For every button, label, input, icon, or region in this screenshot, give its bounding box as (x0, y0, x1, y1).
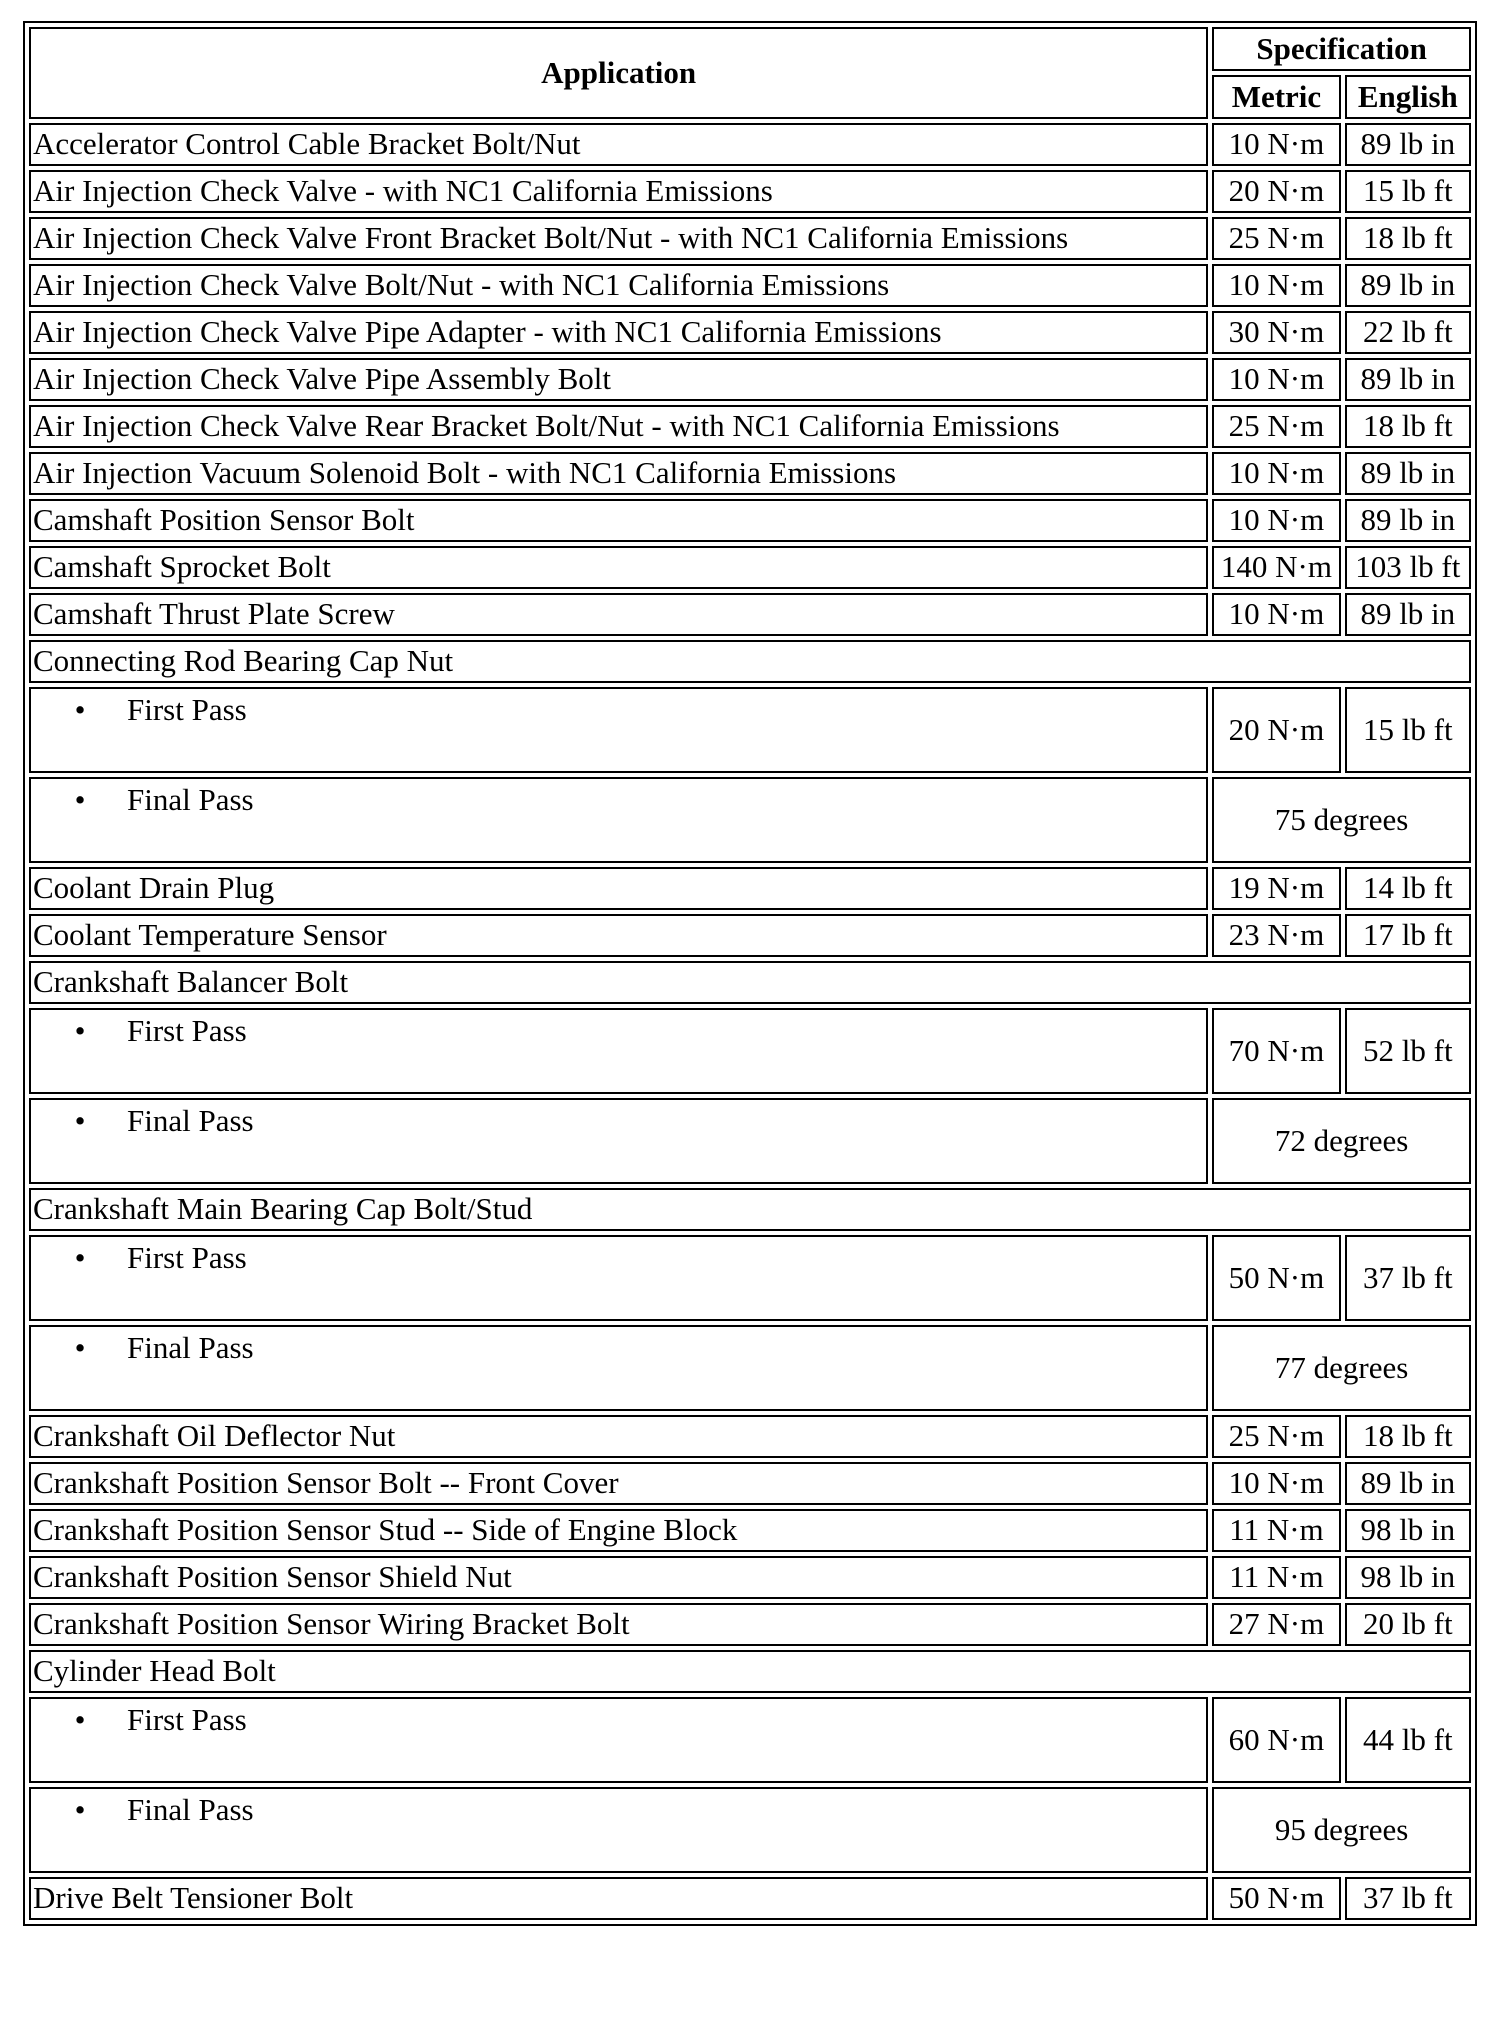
english-cell: 18 lb ft (1345, 217, 1471, 260)
pass-step-label: First Pass (127, 1013, 247, 1048)
pass-step-label: First Pass (127, 692, 247, 727)
bullet-icon: • (74, 1330, 86, 1365)
english-cell: 17 lb ft (1345, 914, 1471, 957)
metric-cell: 23 N·m (1212, 914, 1340, 957)
english-cell: 52 lb ft (1345, 1008, 1471, 1094)
table-row (29, 452, 1471, 495)
table-row (29, 687, 1471, 773)
english-cell: 20 lb ft (1345, 1603, 1471, 1646)
application-cell: Air Injection Check Valve - with NC1 California Emissions (29, 170, 1208, 213)
metric-cell: 11 N·m (1212, 1556, 1340, 1599)
english-cell: 89 lb in (1345, 1462, 1471, 1505)
metric-cell: 30 N·m (1212, 311, 1340, 354)
metric-cell: 20 N·m (1212, 170, 1340, 213)
metric-cell: 140 N·m (1212, 546, 1340, 589)
table-row (29, 961, 1471, 1004)
metric-cell: 25 N·m (1212, 1415, 1340, 1458)
english-header: English (1345, 75, 1471, 119)
english-cell: 22 lb ft (1345, 311, 1471, 354)
metric-cell: 10 N·m (1212, 1462, 1340, 1505)
pass-step-label: Final Pass (127, 1330, 254, 1365)
metric-cell: 10 N·m (1212, 264, 1340, 307)
metric-header: Metric (1212, 75, 1340, 119)
table-row (29, 546, 1471, 589)
metric-cell: 60 N·m (1212, 1697, 1340, 1783)
table-row (29, 914, 1471, 957)
english-cell: 37 lb ft (1345, 1235, 1471, 1321)
table-row (29, 1787, 1471, 1873)
metric-cell: 25 N·m (1212, 217, 1340, 260)
group-heading-cell: Crankshaft Main Bearing Cap Bolt/Stud (29, 1188, 1471, 1231)
table-row (29, 123, 1471, 166)
pass-step-cell (29, 1098, 1208, 1184)
angle-cell: 72 degrees (1212, 1098, 1471, 1184)
table-row (29, 1697, 1471, 1783)
table-row (29, 1008, 1471, 1094)
group-heading-cell: Crankshaft Balancer Bolt (29, 961, 1471, 1004)
pass-step-cell (29, 777, 1208, 863)
table-row (29, 405, 1471, 448)
table-row (29, 867, 1471, 910)
application-cell: Air Injection Check Valve Bolt/Nut - with NC1 California Emissions (29, 264, 1208, 307)
table-row (29, 311, 1471, 354)
table-row (29, 358, 1471, 401)
group-heading-cell: Cylinder Head Bolt (29, 1650, 1471, 1693)
english-cell: 14 lb ft (1345, 867, 1471, 910)
metric-cell: 50 N·m (1212, 1877, 1340, 1920)
specification-header: Specification (1212, 27, 1471, 71)
application-cell: Air Injection Check Valve Pipe Adapter - with NC1 California Emissions (29, 311, 1208, 354)
english-cell: 103 lb ft (1345, 546, 1471, 589)
pass-step-cell (29, 1697, 1208, 1783)
table-body (29, 123, 1471, 1920)
application-cell: Camshaft Position Sensor Bolt (29, 499, 1208, 542)
pass-step-cell (29, 1787, 1208, 1873)
table-row (29, 1235, 1471, 1321)
application-cell: Crankshaft Position Sensor Bolt -- Front Cover (29, 1462, 1208, 1505)
application-cell: Crankshaft Position Sensor Shield Nut (29, 1556, 1208, 1599)
metric-cell: 10 N·m (1212, 123, 1340, 166)
application-cell: Coolant Drain Plug (29, 867, 1208, 910)
application-cell: Crankshaft Oil Deflector Nut (29, 1415, 1208, 1458)
metric-cell: 10 N·m (1212, 358, 1340, 401)
application-cell: Air Injection Vacuum Solenoid Bolt - with NC1 California Emissions (29, 452, 1208, 495)
table-row (29, 264, 1471, 307)
table-row (29, 640, 1471, 683)
application-cell: Crankshaft Position Sensor Wiring Bracket Bolt (29, 1603, 1208, 1646)
table-row (29, 593, 1471, 636)
application-cell: Drive Belt Tensioner Bolt (29, 1877, 1208, 1920)
bullet-icon: • (74, 1240, 86, 1275)
english-cell: 18 lb ft (1345, 1415, 1471, 1458)
table-row (29, 170, 1471, 213)
metric-cell: 50 N·m (1212, 1235, 1340, 1321)
english-cell: 15 lb ft (1345, 687, 1471, 773)
table-row (29, 1325, 1471, 1411)
group-heading-cell: Connecting Rod Bearing Cap Nut (29, 640, 1471, 683)
english-cell: 15 lb ft (1345, 170, 1471, 213)
bullet-icon: • (74, 1103, 86, 1138)
english-cell: 89 lb in (1345, 499, 1471, 542)
bullet-icon: • (74, 782, 86, 817)
pass-step-cell (29, 687, 1208, 773)
table-row (29, 217, 1471, 260)
pass-step-cell (29, 1325, 1208, 1411)
metric-cell: 19 N·m (1212, 867, 1340, 910)
angle-cell: 75 degrees (1212, 777, 1471, 863)
bullet-icon: • (74, 1792, 86, 1827)
english-cell: 98 lb in (1345, 1556, 1471, 1599)
table-row (29, 499, 1471, 542)
application-cell: Air Injection Check Valve Pipe Assembly Bolt (29, 358, 1208, 401)
bullet-icon: • (74, 692, 86, 727)
table-row (29, 1462, 1471, 1505)
english-cell: 89 lb in (1345, 264, 1471, 307)
metric-cell: 20 N·m (1212, 687, 1340, 773)
table-row (29, 1188, 1471, 1231)
bullet-icon: • (74, 1013, 86, 1048)
table-row (29, 1650, 1471, 1693)
metric-cell: 10 N·m (1212, 452, 1340, 495)
table-row (29, 1098, 1471, 1184)
pass-step-label: First Pass (127, 1702, 247, 1737)
english-cell: 89 lb in (1345, 452, 1471, 495)
pass-step-label: Final Pass (127, 1103, 254, 1138)
bullet-icon: • (74, 1702, 86, 1737)
metric-cell: 27 N·m (1212, 1603, 1340, 1646)
application-header: Application (29, 27, 1208, 119)
metric-cell: 10 N·m (1212, 593, 1340, 636)
english-cell: 18 lb ft (1345, 405, 1471, 448)
pass-step-cell (29, 1008, 1208, 1094)
metric-cell: 70 N·m (1212, 1008, 1340, 1094)
table-row (29, 1509, 1471, 1552)
table-row (29, 1877, 1471, 1920)
table-row (29, 1556, 1471, 1599)
metric-cell: 10 N·m (1212, 499, 1340, 542)
application-cell: Accelerator Control Cable Bracket Bolt/Nut (29, 123, 1208, 166)
angle-cell: 77 degrees (1212, 1325, 1471, 1411)
english-cell: 89 lb in (1345, 123, 1471, 166)
english-cell: 44 lb ft (1345, 1697, 1471, 1783)
application-cell: Coolant Temperature Sensor (29, 914, 1208, 957)
application-cell: Camshaft Sprocket Bolt (29, 546, 1208, 589)
english-cell: 37 lb ft (1345, 1877, 1471, 1920)
english-cell: 89 lb in (1345, 593, 1471, 636)
table-row (29, 1603, 1471, 1646)
english-cell: 89 lb in (1345, 358, 1471, 401)
metric-cell: 11 N·m (1212, 1509, 1340, 1552)
table-row (29, 1415, 1471, 1458)
english-cell: 98 lb in (1345, 1509, 1471, 1552)
application-cell: Air Injection Check Valve Front Bracket Bolt/Nut - with NC1 California Emissions (29, 217, 1208, 260)
pass-step-label: First Pass (127, 1240, 247, 1275)
table-header (29, 27, 1471, 119)
pass-step-label: Final Pass (127, 1792, 254, 1827)
pass-step-cell (29, 1235, 1208, 1321)
application-cell: Air Injection Check Valve Rear Bracket Bolt/Nut - with NC1 California Emissions (29, 405, 1208, 448)
metric-cell: 25 N·m (1212, 405, 1340, 448)
angle-cell: 95 degrees (1212, 1787, 1471, 1873)
application-cell: Camshaft Thrust Plate Screw (29, 593, 1208, 636)
pass-step-label: Final Pass (127, 782, 254, 817)
table-row (29, 777, 1471, 863)
application-cell: Crankshaft Position Sensor Stud -- Side of Engine Block (29, 1509, 1208, 1552)
torque-spec-table (23, 21, 1477, 1926)
